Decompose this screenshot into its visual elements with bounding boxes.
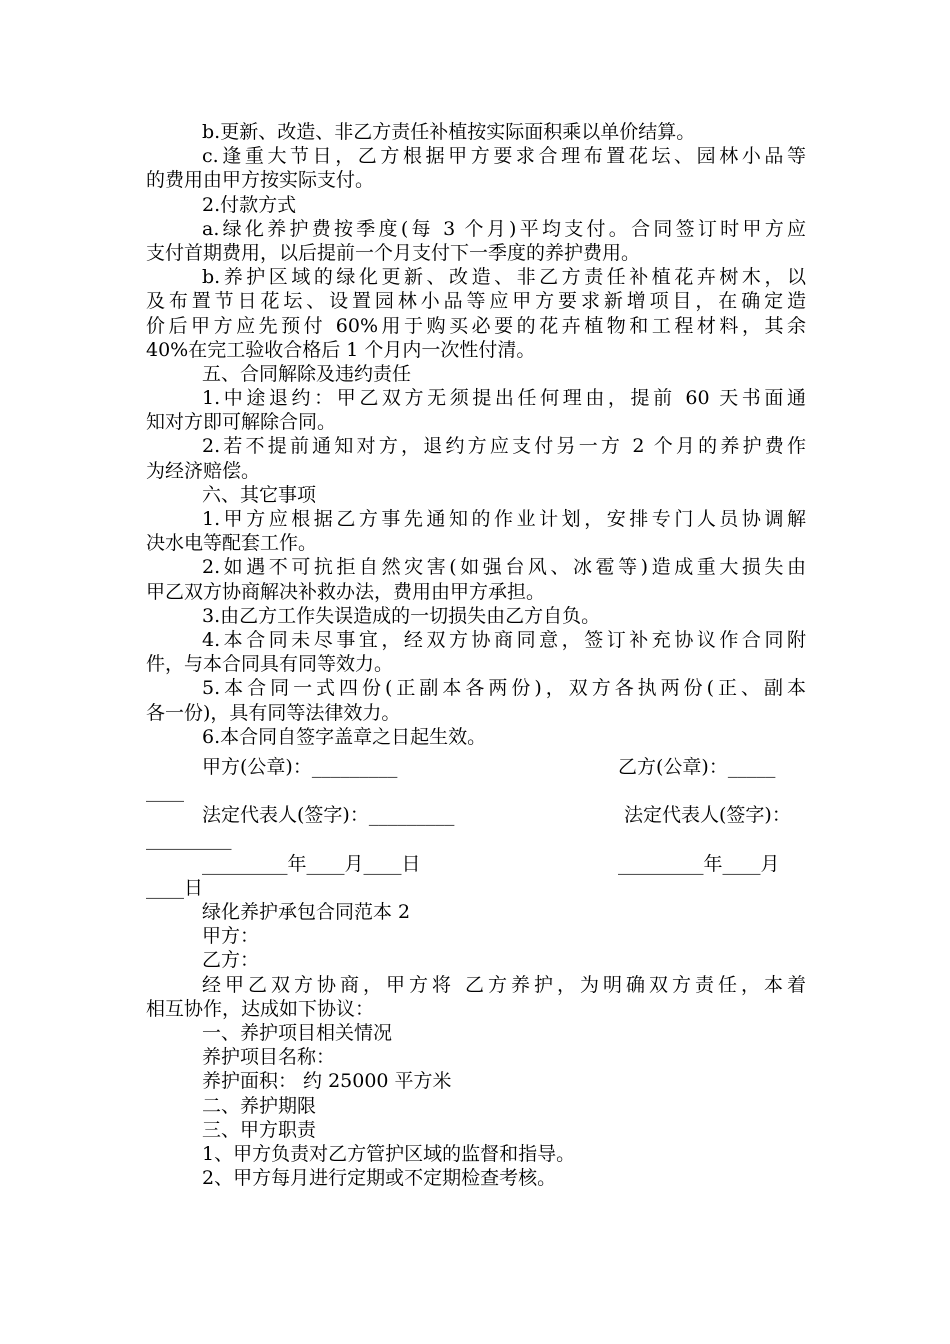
- paragraph-line: 5.本合同一式四份(正副本各两份)，双方各执两份(正、副本: [202, 677, 806, 700]
- second-contract: [146, 900, 806, 1190]
- paragraph-line: 2.如遇不可抗拒自然灾害(如强台风、冰雹等)造成重大损失由: [202, 556, 806, 579]
- paragraph-line: 支付首期费用，以后提前一个月支付下一季度的养护费用。: [146, 241, 641, 264]
- party-b-rep-cont: _________: [146, 828, 232, 851]
- paragraph-line: 2.付款方式: [202, 193, 297, 216]
- second-paragraph-line: 养护项目名称：: [202, 1046, 336, 1069]
- second-paragraph-line: 2、甲方每月进行定期或不定期检查考核。: [202, 1167, 557, 1190]
- paragraph-line: 决水电等配套工作。: [146, 532, 318, 555]
- paragraph-line: a.绿化养护费按季度(每 3 个月)平均支付。合同签订时甲方应: [202, 217, 806, 240]
- paragraph-line: 4.本合同未尽事宜，经双方协商同意，签订补充协议作合同附: [202, 628, 806, 651]
- party-b-rep: 法定代表人(签字)：: [624, 804, 791, 827]
- paragraph-line: 各一份)，具有同等法律效力。: [146, 701, 401, 724]
- paragraph-line: c.逢重大节日，乙方根据甲方要求合理布置花坛、园林小品等: [202, 145, 806, 168]
- paragraph-line: b.养护区域的绿化更新、改造、非乙方责任补植花卉树木，以: [202, 266, 806, 289]
- party-b-date: _________年____月: [618, 852, 780, 875]
- paragraph-line: 五、合同解除及违约责任: [202, 362, 412, 385]
- party-a-date: _________年____月____日: [202, 852, 421, 875]
- second-paragraph-line: 甲方：: [202, 925, 260, 948]
- second-paragraph-line: 三、甲方职责: [202, 1118, 317, 1141]
- paragraph-line: 1.中途退约：甲乙双方无须提出任何理由，提前 60 天书面通: [202, 387, 806, 410]
- second-paragraph-line: 乙方：: [202, 949, 260, 972]
- paragraph-line: 3.由乙方工作失误造成的一切损失由乙方自负。: [202, 604, 601, 627]
- paragraph-line: 件，与本合同具有同等效力。: [146, 653, 394, 676]
- party-b-date-cont: ____日: [146, 876, 204, 899]
- signature-row-seal-cont: [146, 779, 806, 803]
- signature-row-rep: [146, 803, 806, 827]
- paragraph-line: 及布置节日花坛、设置园林小品等应甲方要求新增项目，在确定造: [146, 290, 806, 313]
- signature-row-date-cont: [146, 876, 806, 900]
- paragraph-line: 六、其它事项: [202, 483, 317, 506]
- second-paragraph-line: 养护面积： 约 25000 平方米: [202, 1070, 452, 1093]
- second-paragraph-line: 经甲乙双方协商，甲方将 乙方养护，为明确双方责任，本着: [202, 973, 806, 996]
- party-a-seal: 甲方(公章)：_________: [202, 755, 398, 778]
- paragraph-line: b.更新、改造、非乙方责任补植按实际面积乘以单价结算。: [202, 121, 696, 143]
- paragraph-line: 甲乙双方协商解决补救办法，费用由甲方承担。: [146, 580, 546, 603]
- second-paragraph-line: 相互协作，达成如下协议：: [146, 997, 375, 1020]
- paragraph-line: 为经济赔偿。: [146, 459, 261, 482]
- signature-row-date: [146, 852, 806, 876]
- party-a-rep: 法定代表人(签字)：_________: [202, 804, 455, 827]
- paragraph-line: 的费用由甲方按实际支付。: [146, 169, 375, 192]
- paragraph-line: 40%在完工验收合格后 1 个月内一次性付清。: [146, 338, 536, 361]
- second-paragraph-line: 绿化养护承包合同范本 2: [202, 901, 411, 923]
- signature-row-rep-cont: [146, 827, 806, 851]
- paragraph-line: 知对方即可解除合同。: [146, 411, 337, 434]
- signature-row-seal: [146, 755, 806, 779]
- paragraph-line: 6.本合同自签字盖章之日起生效。: [202, 725, 487, 748]
- second-paragraph-line: 二、养护期限: [202, 1094, 317, 1117]
- paragraph-line: 价后甲方应先预付 60%用于购买必要的花卉植物和工程材料，其余: [146, 314, 806, 337]
- second-paragraph-line: 一、养护项目相关情况: [202, 1021, 393, 1044]
- contract-body: [146, 120, 806, 749]
- party-b-seal-cont: ____: [146, 780, 184, 803]
- document-page: [146, 120, 806, 1190]
- second-paragraph-line: 1、甲方负责对乙方管护区域的监督和指导。: [202, 1142, 576, 1165]
- paragraph-line: 2.若不提前通知对方，退约方应支付另一方 2 个月的养护费作: [202, 435, 806, 458]
- party-b-seal: 乙方(公章)：_____: [618, 755, 776, 778]
- paragraph-line: 1.甲方应根据乙方事先通知的作业计划，安排专门人员协调解: [202, 508, 806, 530]
